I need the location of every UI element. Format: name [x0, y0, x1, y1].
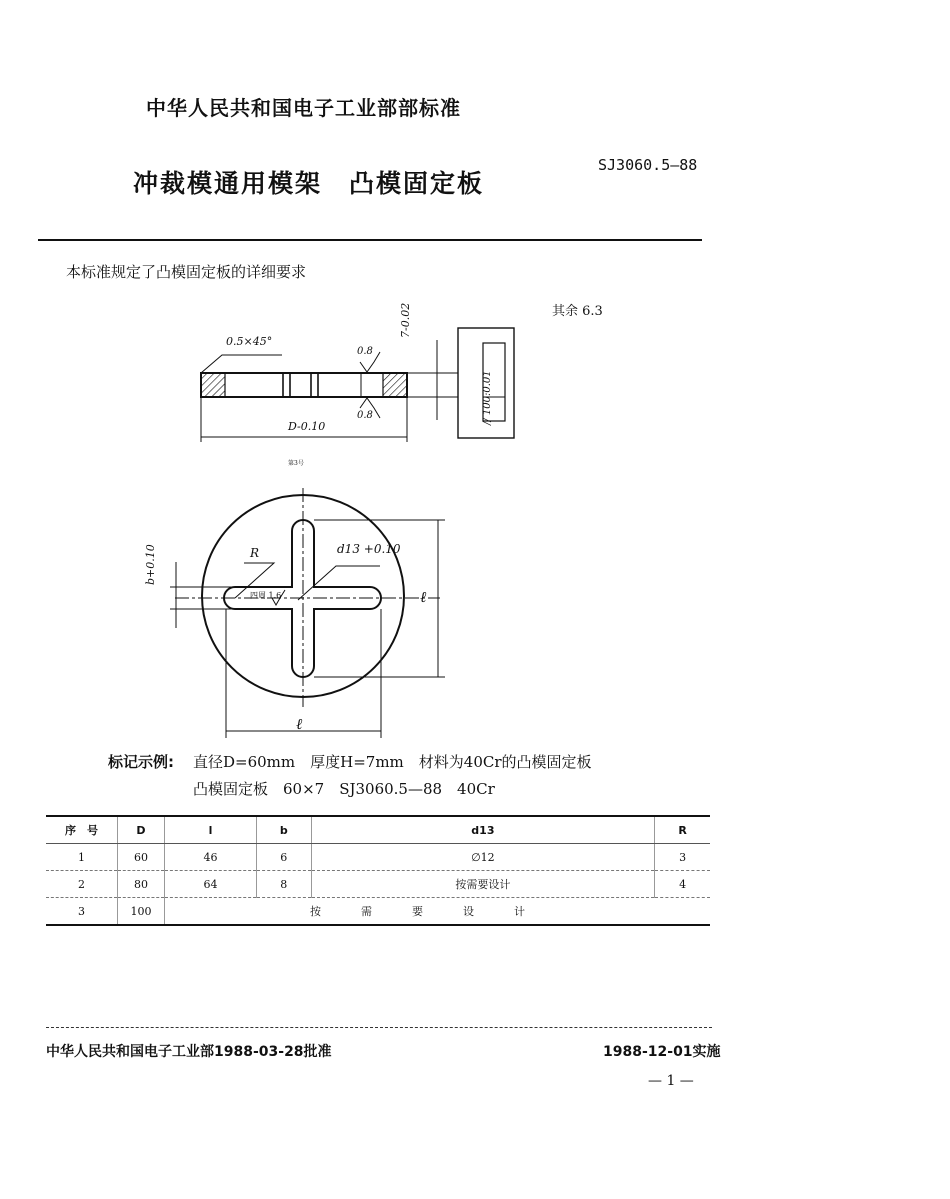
header-d13: d13 — [311, 816, 655, 844]
sub-label: 第3号 — [288, 460, 304, 467]
example-label: 标记示例: — [108, 753, 174, 771]
table-header-row — [46, 816, 710, 844]
bottom-rule — [46, 1027, 712, 1028]
surround-roughness-label: 四周 1.6 — [250, 591, 282, 600]
footer-effective-date: 1988-12-01实施 — [603, 1044, 721, 1060]
slot-width-label: d13 +0.10 — [337, 542, 401, 556]
cell: 46 — [164, 844, 256, 871]
chamfer-label: 0.5×45° — [226, 335, 273, 348]
cell: 100 — [118, 898, 165, 926]
parallelism-label: // 100:0.01 — [482, 370, 493, 425]
standard-code: SJ3060.5—88 — [598, 156, 698, 174]
cell: 64 — [164, 871, 256, 898]
cell: 6 — [257, 844, 311, 871]
roughness-note: 其余 6.3 — [552, 304, 603, 319]
merged-cell: 按需要设计 — [164, 898, 710, 926]
cell: 4 — [655, 871, 710, 898]
length-vertical-label: ℓ — [420, 588, 427, 606]
header-l: l — [164, 816, 256, 844]
cell: 1 — [46, 844, 118, 871]
radius-label: R — [250, 546, 260, 560]
header-b: b — [257, 816, 311, 844]
table-row — [46, 844, 710, 871]
top-view — [170, 488, 445, 738]
header-r: R — [655, 816, 710, 844]
roughness-top-label: 0.8 — [357, 346, 373, 357]
length-horizontal-label: ℓ — [296, 715, 303, 733]
cell: 2 — [46, 871, 118, 898]
page-number: — 1 — — [648, 1073, 694, 1089]
cell: 按需要设计 — [311, 871, 655, 898]
b-tolerance-label: b+0.10 — [144, 544, 157, 585]
cell: 3 — [46, 898, 118, 926]
thickness-label: 7-0.02 — [399, 302, 412, 338]
example-line-2: 凸模固定板 60×7 SJ3060.5—88 40Cr — [193, 780, 495, 798]
cell: 3 — [655, 844, 710, 871]
organization-header: 中华人民共和国电子工业部部标准 — [146, 96, 461, 120]
example-line-1: 直径D=60mm 厚度H=7mm 材料为40Cr的凸模固定板 — [193, 753, 592, 771]
cell: 60 — [118, 844, 165, 871]
roughness-bottom-label: 0.8 — [357, 410, 373, 421]
header-no: 序 号 — [46, 816, 118, 844]
cell: ∅12 — [311, 844, 655, 871]
top-rule — [38, 239, 702, 241]
footer-approval: 中华人民共和国电子工业部1988-03-28批准 — [46, 1044, 332, 1060]
header-d: D — [118, 816, 165, 844]
spec-table — [46, 815, 710, 926]
diameter-label: D-0.10 — [288, 420, 326, 433]
table-row — [46, 871, 710, 898]
table-row — [46, 898, 710, 926]
document-title: 冲裁模通用模架 凸模固定板 — [133, 169, 485, 198]
cell: 80 — [118, 871, 165, 898]
cell: 8 — [257, 871, 311, 898]
intro-text: 本标准规定了凸模固定板的详细要求 — [66, 263, 307, 281]
